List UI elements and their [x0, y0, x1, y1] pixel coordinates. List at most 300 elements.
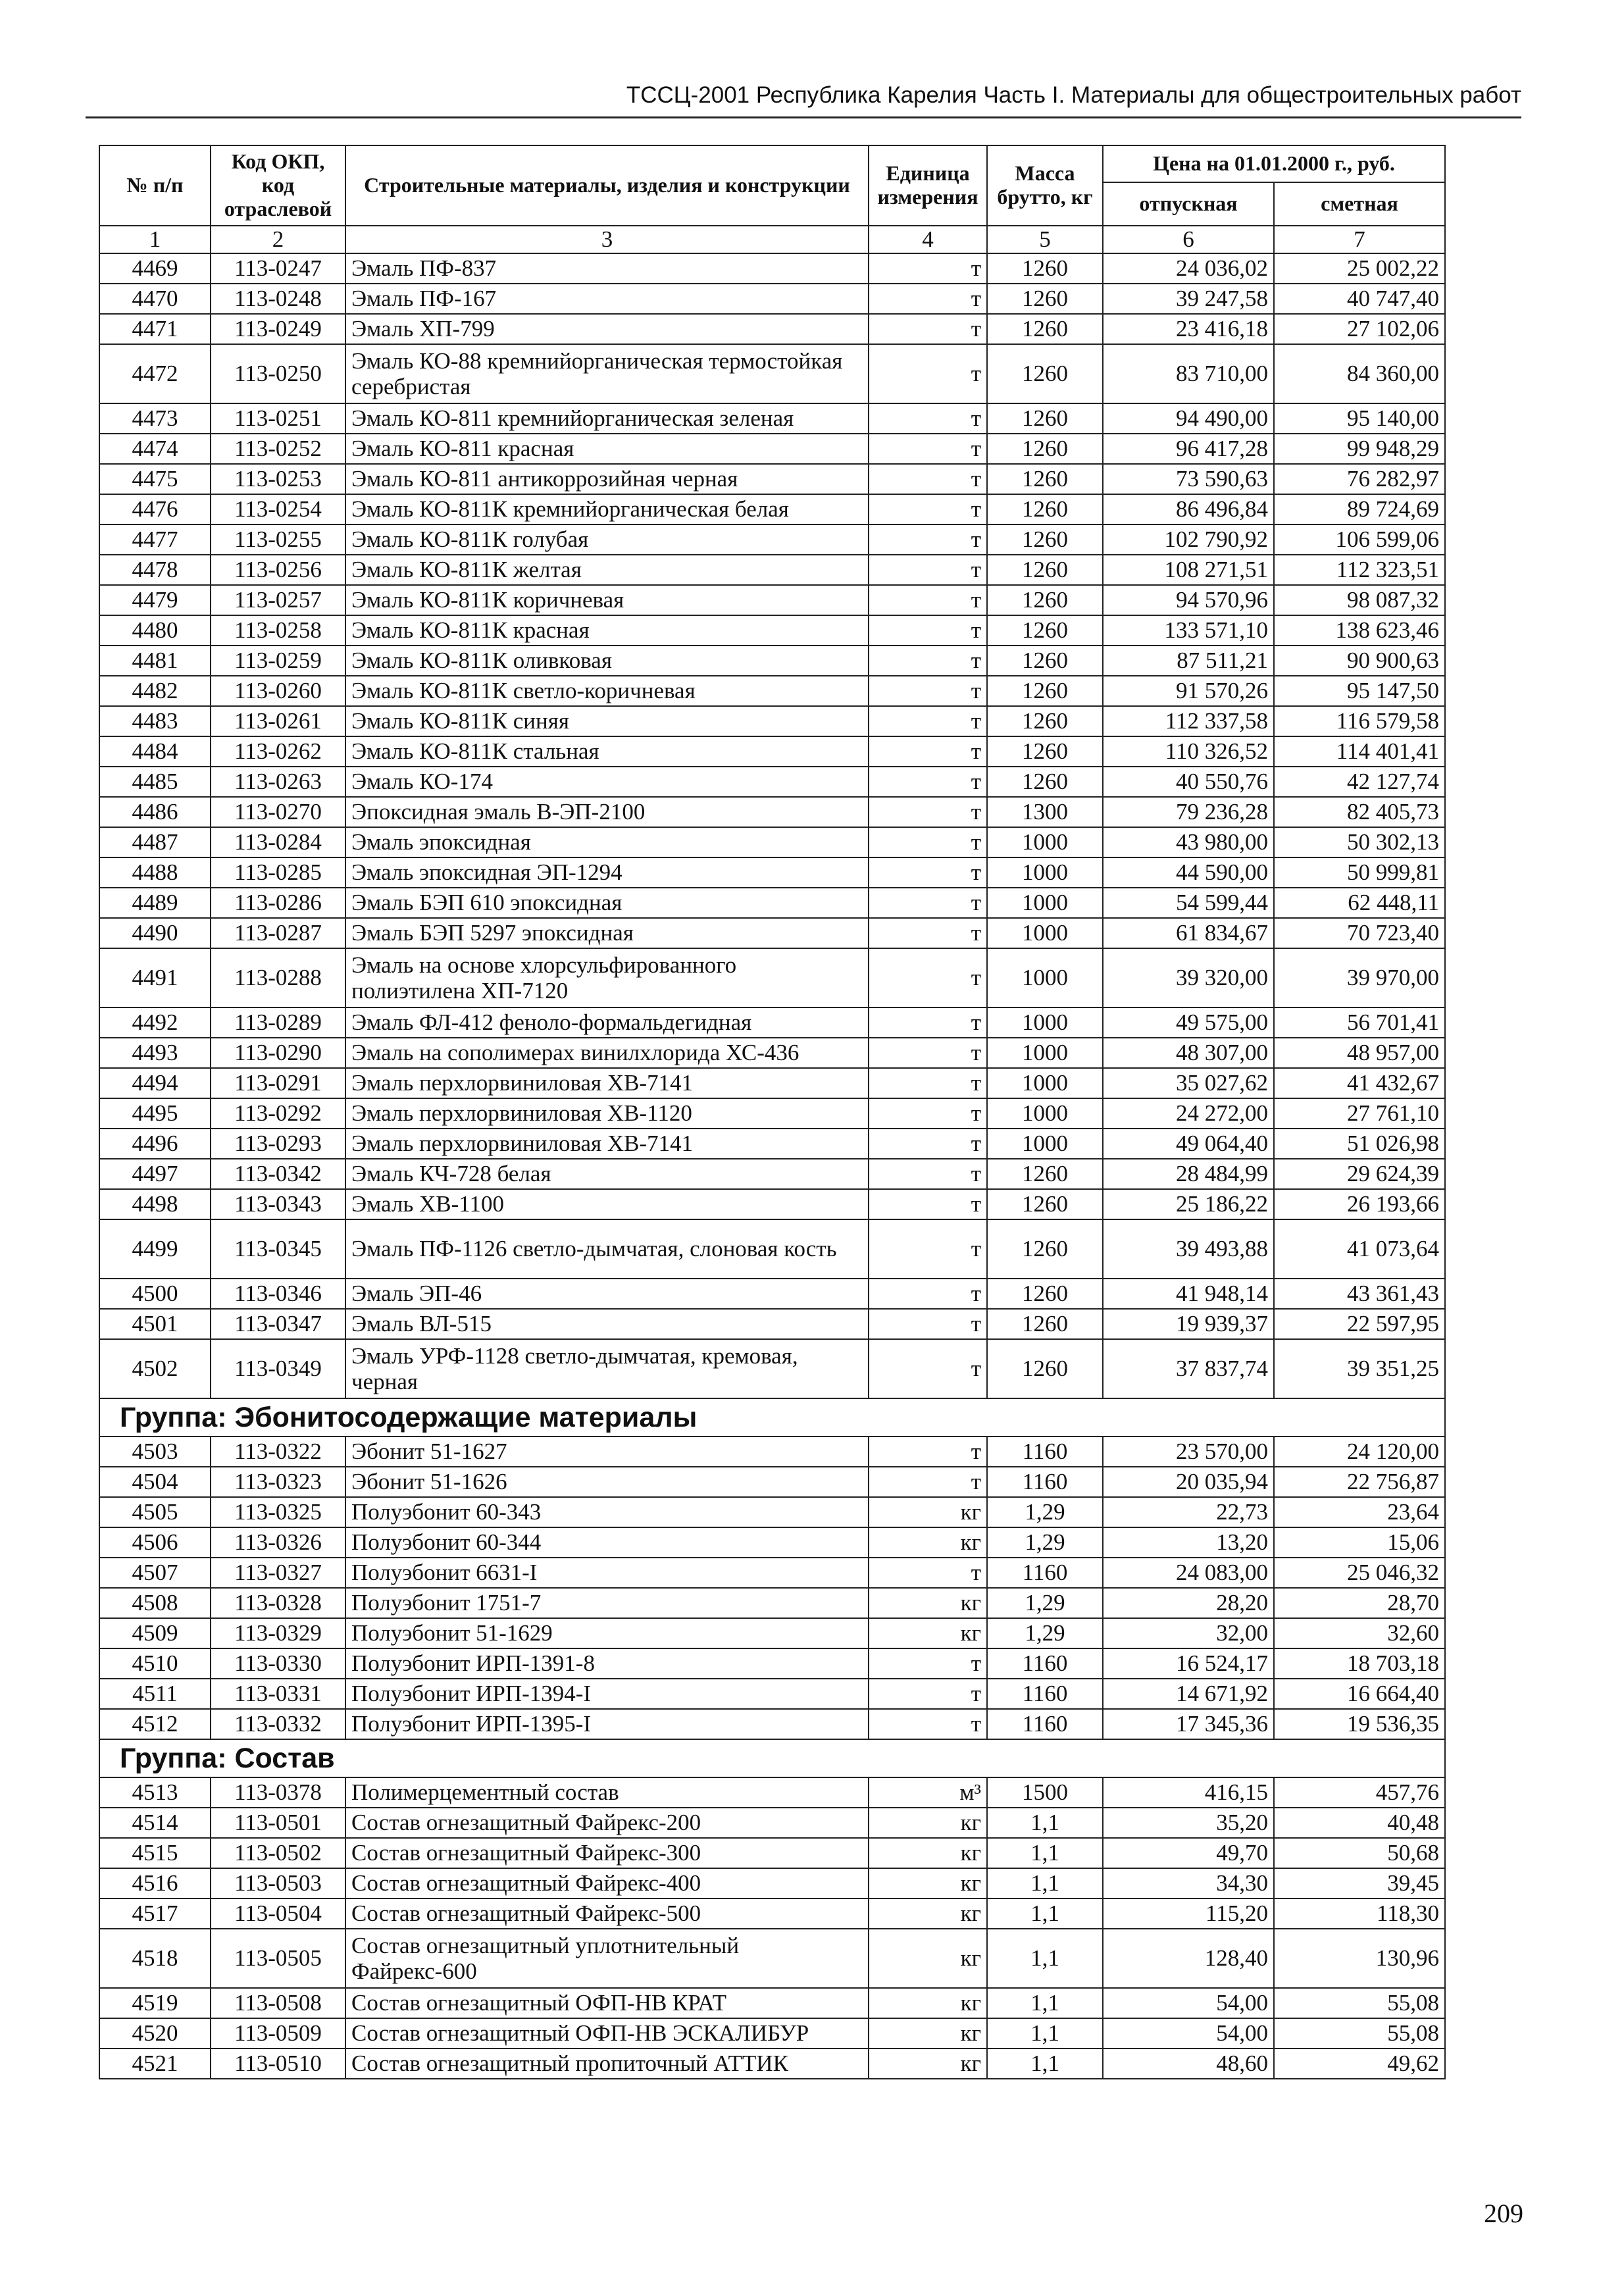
cell-price-estimate: 16 664,40 — [1274, 1679, 1445, 1709]
cell-name: Эмаль ПФ-837 — [345, 253, 869, 284]
cell-name: Эбонит 51-1627 — [345, 1437, 869, 1467]
cell-unit: м³ — [869, 1777, 987, 1808]
group-header-row — [99, 1739, 1445, 1777]
cell-price-release: 110 326,52 — [1103, 736, 1274, 767]
cell-price-estimate: 114 401,41 — [1274, 736, 1445, 767]
cell-mass: 1,29 — [987, 1588, 1103, 1618]
cell-price-release: 24 272,00 — [1103, 1098, 1274, 1129]
cell-price-release: 24 083,00 — [1103, 1558, 1274, 1588]
cell-code: 113-0326 — [211, 1527, 345, 1558]
cell-num: 4475 — [99, 464, 211, 494]
cell-mass: 1260 — [987, 615, 1103, 646]
cell-code: 113-0349 — [211, 1339, 345, 1398]
cell-price-release: 35 027,62 — [1103, 1068, 1274, 1098]
cell-unit: т — [869, 434, 987, 464]
cell-num: 4502 — [99, 1339, 211, 1398]
cell-price-estimate: 99 948,29 — [1274, 434, 1445, 464]
table-row — [99, 284, 1445, 314]
table-row — [99, 706, 1445, 736]
cell-price-release: 34,30 — [1103, 1868, 1274, 1898]
cell-unit: т — [869, 767, 987, 797]
cell-price-estimate: 55,08 — [1274, 1988, 1445, 2018]
cell-mass: 1160 — [987, 1437, 1103, 1467]
table-row — [99, 1007, 1445, 1038]
cell-num: 4482 — [99, 676, 211, 706]
cell-unit: т — [869, 1648, 987, 1679]
cell-price-release: 87 511,21 — [1103, 646, 1274, 676]
table-row — [99, 434, 1445, 464]
cell-code: 113-0508 — [211, 1988, 345, 2018]
cell-price-release: 41 948,14 — [1103, 1279, 1274, 1309]
cell-unit: т — [869, 1558, 987, 1588]
table-row — [99, 1527, 1445, 1558]
table-row — [99, 797, 1445, 827]
col-header-mass: Масса брутто, кг — [987, 145, 1103, 226]
cell-unit: т — [869, 1098, 987, 1129]
cell-unit: т — [869, 1219, 987, 1279]
cell-unit: кг — [869, 1618, 987, 1648]
cell-mass: 1160 — [987, 1558, 1103, 1588]
cell-unit: т — [869, 555, 987, 585]
cell-price-release: 37 837,74 — [1103, 1339, 1274, 1398]
cell-mass: 1260 — [987, 1339, 1103, 1398]
cell-code: 113-0253 — [211, 464, 345, 494]
cell-unit: т — [869, 676, 987, 706]
cell-unit: т — [869, 1679, 987, 1709]
cell-num: 4519 — [99, 1988, 211, 2018]
cell-num: 4472 — [99, 344, 211, 403]
cell-price-estimate: 40,48 — [1274, 1808, 1445, 1838]
cell-price-release: 61 834,67 — [1103, 918, 1274, 948]
cell-mass: 1260 — [987, 464, 1103, 494]
cell-name: Состав огнезащитный Файрекс-400 — [345, 1868, 869, 1898]
cell-unit: т — [869, 284, 987, 314]
cell-code: 113-0287 — [211, 918, 345, 948]
cell-mass: 1260 — [987, 736, 1103, 767]
cell-num: 4479 — [99, 585, 211, 615]
cell-mass: 1000 — [987, 1129, 1103, 1159]
cell-price-estimate: 43 361,43 — [1274, 1279, 1445, 1309]
cell-code: 113-0288 — [211, 948, 345, 1007]
cell-name: Эмаль КО-811К светло-коричневая — [345, 676, 869, 706]
cell-unit: т — [869, 706, 987, 736]
table-body — [99, 253, 1445, 2079]
cell-name: Эмаль БЭП 5297 эпоксидная — [345, 918, 869, 948]
cell-price-release: 39 493,88 — [1103, 1219, 1274, 1279]
cell-unit: т — [869, 615, 987, 646]
cell-price-estimate: 112 323,51 — [1274, 555, 1445, 585]
col-header-name: Строительные материалы, изделия и конструкции — [345, 145, 869, 226]
cell-code: 113-0290 — [211, 1038, 345, 1068]
group-title: Группа: Эбонитосодержащие материалы — [99, 1398, 1445, 1437]
cell-price-estimate: 106 599,06 — [1274, 524, 1445, 555]
cell-code: 113-0258 — [211, 615, 345, 646]
cell-num: 4511 — [99, 1679, 211, 1709]
cell-name: Состав огнезащитный ОФП-НВ КРАТ — [345, 1988, 869, 2018]
cell-unit: кг — [869, 1929, 987, 1988]
cell-code: 113-0286 — [211, 888, 345, 918]
cell-num: 4491 — [99, 948, 211, 1007]
cell-unit: т — [869, 888, 987, 918]
cell-price-estimate: 56 701,41 — [1274, 1007, 1445, 1038]
cell-mass: 1,1 — [987, 1898, 1103, 1929]
cell-name: Эмаль КО-811К стальная — [345, 736, 869, 767]
cell-price-estimate: 90 900,63 — [1274, 646, 1445, 676]
cell-name: Эмаль КО-174 — [345, 767, 869, 797]
cell-unit: т — [869, 1159, 987, 1189]
cell-num: 4476 — [99, 494, 211, 524]
cell-mass: 1260 — [987, 403, 1103, 434]
cell-num: 4495 — [99, 1098, 211, 1129]
cell-price-estimate: 25 046,32 — [1274, 1558, 1445, 1588]
cell-mass: 1260 — [987, 434, 1103, 464]
cell-code: 113-0509 — [211, 2018, 345, 2049]
table-row — [99, 1467, 1445, 1497]
cell-mass: 1260 — [987, 585, 1103, 615]
cell-unit: т — [869, 857, 987, 888]
cell-mass: 1000 — [987, 857, 1103, 888]
cell-price-release: 49 575,00 — [1103, 1007, 1274, 1038]
cell-mass: 1160 — [987, 1679, 1103, 1709]
cell-price-estimate: 82 405,73 — [1274, 797, 1445, 827]
cell-unit: кг — [869, 1868, 987, 1898]
cell-price-estimate: 26 193,66 — [1274, 1189, 1445, 1219]
cell-num: 4503 — [99, 1437, 211, 1467]
cell-num: 4493 — [99, 1038, 211, 1068]
table-row — [99, 948, 1445, 1007]
cell-price-release: 54,00 — [1103, 2018, 1274, 2049]
cell-num: 4508 — [99, 1588, 211, 1618]
cell-code: 113-0331 — [211, 1679, 345, 1709]
cell-price-estimate: 32,60 — [1274, 1618, 1445, 1648]
cell-mass: 1260 — [987, 1279, 1103, 1309]
cell-price-release: 48 307,00 — [1103, 1038, 1274, 1068]
cell-mass: 1000 — [987, 1068, 1103, 1098]
cell-price-estimate: 41 432,67 — [1274, 1068, 1445, 1098]
cell-unit: т — [869, 1309, 987, 1339]
cell-price-release: 25 186,22 — [1103, 1189, 1274, 1219]
cell-mass: 1300 — [987, 797, 1103, 827]
table-row — [99, 1838, 1445, 1868]
table-row — [99, 1868, 1445, 1898]
cell-code: 113-0252 — [211, 434, 345, 464]
cell-price-release: 416,15 — [1103, 1777, 1274, 1808]
table-row — [99, 857, 1445, 888]
cell-num: 4473 — [99, 403, 211, 434]
cell-name: Эмаль КО-811К коричневая — [345, 585, 869, 615]
column-number: 5 — [987, 226, 1103, 253]
cell-price-release: 96 417,28 — [1103, 434, 1274, 464]
cell-mass: 1160 — [987, 1709, 1103, 1739]
table-row — [99, 2018, 1445, 2049]
table-row — [99, 1098, 1445, 1129]
cell-code: 113-0325 — [211, 1497, 345, 1527]
cell-num: 4484 — [99, 736, 211, 767]
cell-unit: т — [869, 314, 987, 344]
cell-price-release: 39 320,00 — [1103, 948, 1274, 1007]
cell-code: 113-0346 — [211, 1279, 345, 1309]
cell-name: Эмаль КО-811К синяя — [345, 706, 869, 736]
cell-unit: т — [869, 1129, 987, 1159]
cell-num: 4488 — [99, 857, 211, 888]
cell-num: 4474 — [99, 434, 211, 464]
table-row — [99, 464, 1445, 494]
cell-price-release: 16 524,17 — [1103, 1648, 1274, 1679]
table-row — [99, 1038, 1445, 1068]
table-row — [99, 1189, 1445, 1219]
column-number: 6 — [1103, 226, 1274, 253]
cell-mass: 1260 — [987, 1219, 1103, 1279]
cell-price-release: 22,73 — [1103, 1497, 1274, 1527]
cell-code: 113-0257 — [211, 585, 345, 615]
cell-num: 4505 — [99, 1497, 211, 1527]
cell-name: Состав огнезащитный Файрекс-200 — [345, 1808, 869, 1838]
cell-unit: т — [869, 344, 987, 403]
cell-price-estimate: 39 970,00 — [1274, 948, 1445, 1007]
cell-price-estimate: 50,68 — [1274, 1838, 1445, 1868]
cell-code: 113-0292 — [211, 1098, 345, 1129]
cell-price-release: 23 570,00 — [1103, 1437, 1274, 1467]
cell-price-release: 28,20 — [1103, 1588, 1274, 1618]
cell-num: 4500 — [99, 1279, 211, 1309]
cell-mass: 1260 — [987, 284, 1103, 314]
table-row — [99, 827, 1445, 857]
page-header: ТССЦ-2001 Республика Карелия Часть I. Материалы для общестроительных работ — [626, 82, 1521, 108]
table-row — [99, 1648, 1445, 1679]
cell-num: 4494 — [99, 1068, 211, 1098]
cell-price-estimate: 49,62 — [1274, 2049, 1445, 2079]
cell-code: 113-0270 — [211, 797, 345, 827]
cell-name: Эмаль ВЛ-515 — [345, 1309, 869, 1339]
cell-price-estimate: 95 147,50 — [1274, 676, 1445, 706]
cell-name: Эмаль на сополимерах винилхлорида ХС-436 — [345, 1038, 869, 1068]
cell-unit: т — [869, 1189, 987, 1219]
cell-name: Эмаль ЭП-46 — [345, 1279, 869, 1309]
cell-price-release: 94 490,00 — [1103, 403, 1274, 434]
cell-mass: 1000 — [987, 827, 1103, 857]
cell-price-release: 23 416,18 — [1103, 314, 1274, 344]
cell-name: Эмаль КО-811 красная — [345, 434, 869, 464]
cell-unit: т — [869, 403, 987, 434]
cell-price-release: 54 599,44 — [1103, 888, 1274, 918]
cell-mass: 1000 — [987, 1038, 1103, 1068]
cell-num: 4486 — [99, 797, 211, 827]
cell-price-estimate: 48 957,00 — [1274, 1038, 1445, 1068]
cell-num: 4490 — [99, 918, 211, 948]
cell-price-estimate: 15,06 — [1274, 1527, 1445, 1558]
cell-num: 4504 — [99, 1467, 211, 1497]
col-header-price: Цена на 01.01.2000 г., руб. — [1103, 145, 1445, 182]
cell-price-estimate: 84 360,00 — [1274, 344, 1445, 403]
cell-name: Состав огнезащитный Файрекс-500 — [345, 1898, 869, 1929]
cell-mass: 1,29 — [987, 1497, 1103, 1527]
cell-unit: т — [869, 464, 987, 494]
cell-price-release: 40 550,76 — [1103, 767, 1274, 797]
cell-name: Эмаль КО-811К желтая — [345, 555, 869, 585]
cell-unit: т — [869, 1007, 987, 1038]
cell-price-release: 133 571,10 — [1103, 615, 1274, 646]
table-row — [99, 1988, 1445, 2018]
cell-mass: 1500 — [987, 1777, 1103, 1808]
cell-num: 4520 — [99, 2018, 211, 2049]
table-row — [99, 676, 1445, 706]
cell-code: 113-0262 — [211, 736, 345, 767]
table-row — [99, 1558, 1445, 1588]
group-header-row — [99, 1398, 1445, 1437]
cell-price-release: 86 496,84 — [1103, 494, 1274, 524]
cell-unit: кг — [869, 1898, 987, 1929]
cell-price-estimate: 118,30 — [1274, 1898, 1445, 1929]
page-number: 209 — [1484, 2199, 1523, 2228]
cell-num: 4469 — [99, 253, 211, 284]
cell-mass: 1260 — [987, 706, 1103, 736]
cell-mass: 1000 — [987, 948, 1103, 1007]
cell-unit: т — [869, 253, 987, 284]
cell-name: Эмаль перхлорвиниловая ХВ-7141 — [345, 1129, 869, 1159]
cell-price-estimate: 29 624,39 — [1274, 1159, 1445, 1189]
cell-code: 113-0256 — [211, 555, 345, 585]
table-row — [99, 494, 1445, 524]
cell-name: Эмаль КО-811 кремнийорганическая зеленая — [345, 403, 869, 434]
cell-price-release: 14 671,92 — [1103, 1679, 1274, 1709]
col-header-unit: Единица измерения — [869, 145, 987, 226]
cell-num: 4521 — [99, 2049, 211, 2079]
cell-price-release: 24 036,02 — [1103, 253, 1274, 284]
cell-code: 113-0330 — [211, 1648, 345, 1679]
cell-code: 113-0261 — [211, 706, 345, 736]
cell-code: 113-0260 — [211, 676, 345, 706]
cell-mass: 1260 — [987, 646, 1103, 676]
cell-unit: кг — [869, 1588, 987, 1618]
cell-num: 4516 — [99, 1868, 211, 1898]
cell-num: 4501 — [99, 1309, 211, 1339]
cell-price-release: 83 710,00 — [1103, 344, 1274, 403]
cell-num: 4510 — [99, 1648, 211, 1679]
cell-code: 113-0293 — [211, 1129, 345, 1159]
cell-mass: 1260 — [987, 314, 1103, 344]
table-row — [99, 1588, 1445, 1618]
group-title: Группа: Состав — [99, 1739, 1445, 1777]
table-row — [99, 1339, 1445, 1398]
table-row — [99, 585, 1445, 615]
table-row — [99, 736, 1445, 767]
cell-code: 113-0503 — [211, 1868, 345, 1898]
cell-mass: 1000 — [987, 1007, 1103, 1038]
cell-price-release: 128,40 — [1103, 1929, 1274, 1988]
cell-code: 113-0502 — [211, 1838, 345, 1868]
cell-mass: 1260 — [987, 1309, 1103, 1339]
cell-code: 113-0255 — [211, 524, 345, 555]
cell-mass: 1260 — [987, 676, 1103, 706]
cell-mass: 1000 — [987, 888, 1103, 918]
cell-name: Состав огнезащитный Файрекс-300 — [345, 1838, 869, 1868]
cell-unit: т — [869, 1437, 987, 1467]
col-header-price-release: отпускная — [1103, 182, 1274, 226]
table-row — [99, 918, 1445, 948]
cell-price-estimate: 41 073,64 — [1274, 1219, 1445, 1279]
cell-price-release: 20 035,94 — [1103, 1467, 1274, 1497]
cell-name: Эпоксидная эмаль В-ЭП-2100 — [345, 797, 869, 827]
cell-price-estimate: 25 002,22 — [1274, 253, 1445, 284]
cell-price-release: 49,70 — [1103, 1838, 1274, 1868]
cell-code: 113-0323 — [211, 1467, 345, 1497]
cell-num: 4496 — [99, 1129, 211, 1159]
cell-unit: кг — [869, 2049, 987, 2079]
cell-price-release: 112 337,58 — [1103, 706, 1274, 736]
cell-unit: кг — [869, 1838, 987, 1868]
cell-unit: кг — [869, 1497, 987, 1527]
cell-name: Эмаль УРФ-1128 светло-дымчатая, кремовая, черная — [345, 1339, 869, 1398]
cell-name: Полуэбонит 6631-I — [345, 1558, 869, 1588]
cell-unit: т — [869, 1339, 987, 1398]
cell-num: 4480 — [99, 615, 211, 646]
cell-name: Полуэбонит ИРП-1391-8 — [345, 1648, 869, 1679]
cell-mass: 1260 — [987, 524, 1103, 555]
table-row — [99, 1618, 1445, 1648]
cell-name: Эмаль ПФ-167 — [345, 284, 869, 314]
cell-price-estimate: 89 724,69 — [1274, 494, 1445, 524]
cell-price-estimate: 40 747,40 — [1274, 284, 1445, 314]
cell-price-release: 13,20 — [1103, 1527, 1274, 1558]
column-number: 7 — [1274, 226, 1445, 253]
cell-num: 4471 — [99, 314, 211, 344]
cell-price-estimate: 130,96 — [1274, 1929, 1445, 1988]
cell-name: Эмаль эпоксидная ЭП-1294 — [345, 857, 869, 888]
cell-price-estimate: 98 087,32 — [1274, 585, 1445, 615]
cell-code: 113-0250 — [211, 344, 345, 403]
table-row — [99, 1159, 1445, 1189]
cell-mass: 1260 — [987, 1159, 1103, 1189]
cell-code: 113-0343 — [211, 1189, 345, 1219]
table-row — [99, 555, 1445, 585]
col-header-num: № п/п — [99, 145, 211, 226]
cell-code: 113-0505 — [211, 1929, 345, 1988]
cell-num: 4492 — [99, 1007, 211, 1038]
cell-price-estimate: 22 756,87 — [1274, 1467, 1445, 1497]
cell-name: Эмаль эпоксидная — [345, 827, 869, 857]
cell-price-estimate: 50 999,81 — [1274, 857, 1445, 888]
cell-name: Эмаль ХВ-1100 — [345, 1189, 869, 1219]
cell-num: 4517 — [99, 1898, 211, 1929]
cell-name: Эмаль КО-811К кремнийорганическая белая — [345, 494, 869, 524]
cell-price-estimate: 457,76 — [1274, 1777, 1445, 1808]
cell-code: 113-0329 — [211, 1618, 345, 1648]
cell-name: Эмаль КО-811К голубая — [345, 524, 869, 555]
cell-code: 113-0249 — [211, 314, 345, 344]
cell-price-release: 48,60 — [1103, 2049, 1274, 2079]
cell-code: 113-0510 — [211, 2049, 345, 2079]
cell-name: Полуэбонит 60-343 — [345, 1497, 869, 1527]
cell-code: 113-0247 — [211, 253, 345, 284]
cell-mass: 1000 — [987, 918, 1103, 948]
cell-price-estimate: 70 723,40 — [1274, 918, 1445, 948]
cell-price-release: 44 590,00 — [1103, 857, 1274, 888]
cell-code: 113-0378 — [211, 1777, 345, 1808]
cell-mass: 1,1 — [987, 1868, 1103, 1898]
cell-price-estimate: 27 761,10 — [1274, 1098, 1445, 1129]
column-number: 1 — [99, 226, 211, 253]
cell-name: Состав огнезащитный пропиточный АТТИК — [345, 2049, 869, 2079]
cell-num: 4489 — [99, 888, 211, 918]
cell-num: 4483 — [99, 706, 211, 736]
cell-num: 4477 — [99, 524, 211, 555]
table-row — [99, 314, 1445, 344]
cell-name: Эмаль перхлорвиниловая ХВ-1120 — [345, 1098, 869, 1129]
cell-name: Эмаль БЭП 610 эпоксидная — [345, 888, 869, 918]
cell-code: 113-0332 — [211, 1709, 345, 1739]
table-row — [99, 1777, 1445, 1808]
cell-code: 113-0259 — [211, 646, 345, 676]
